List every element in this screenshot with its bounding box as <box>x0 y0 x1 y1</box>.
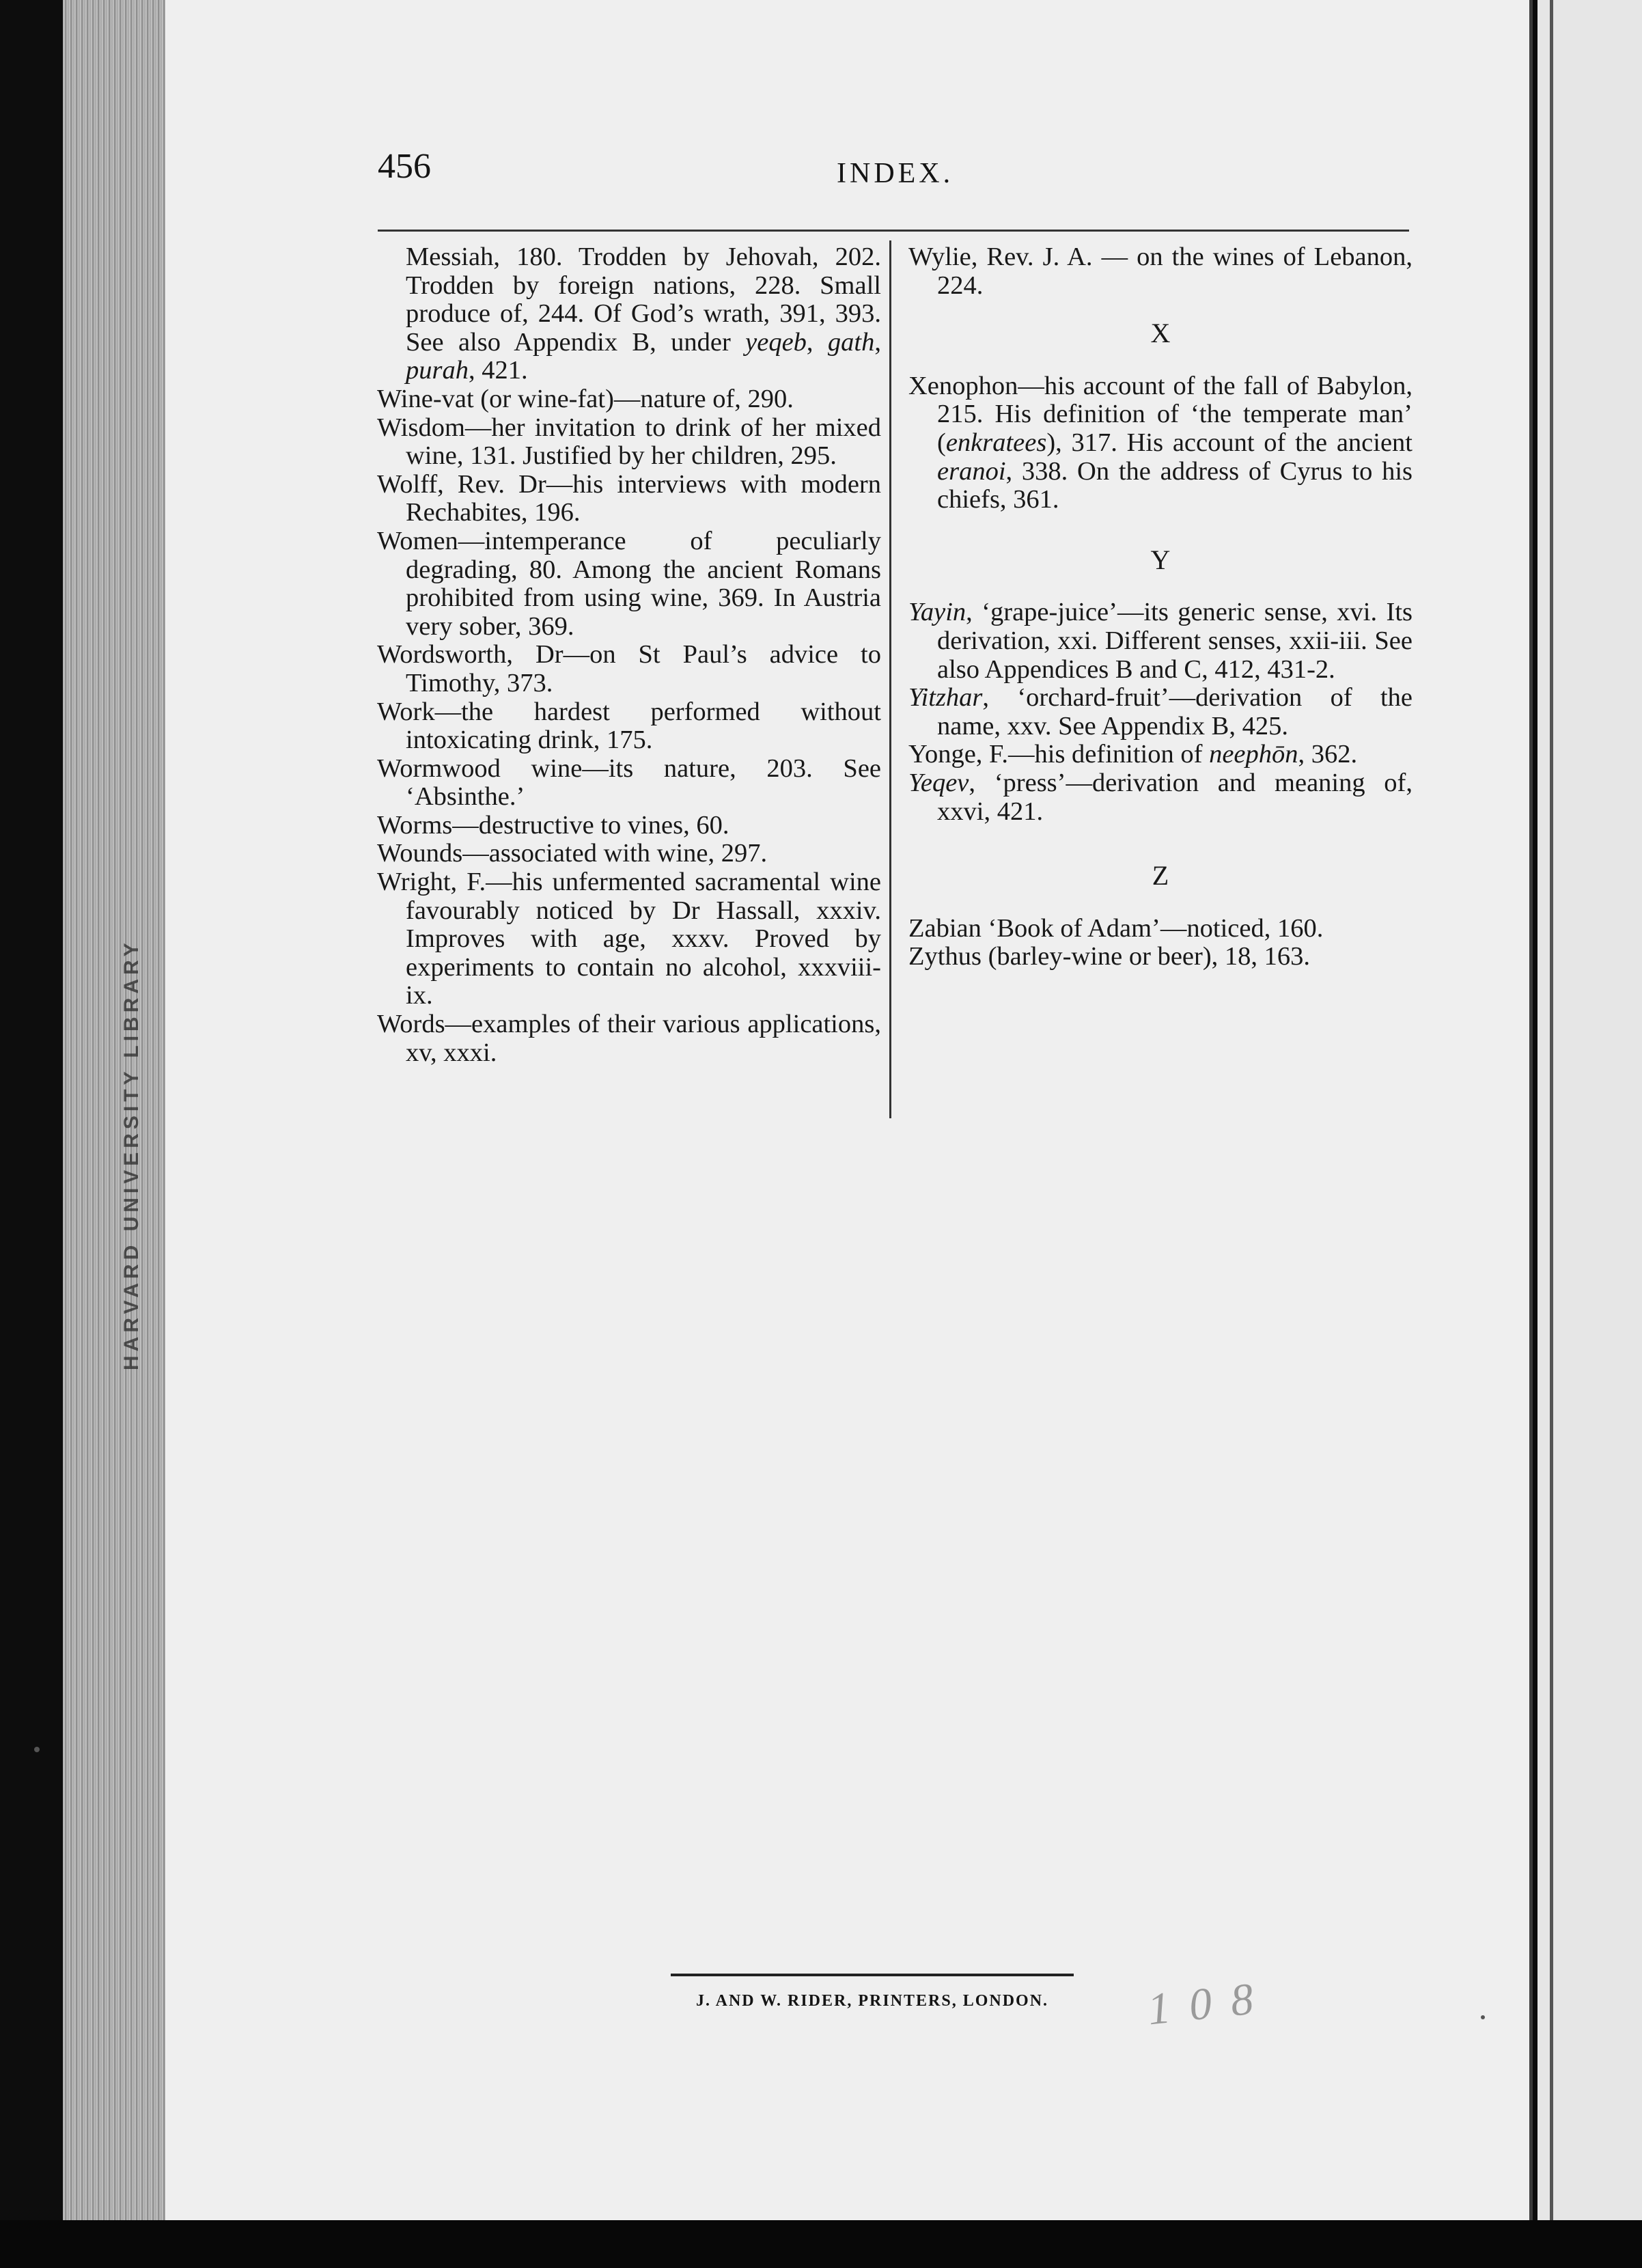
index-entry: Zythus (barley-wine or beer), 18, 163. <box>908 942 1311 971</box>
running-head: INDEX. <box>837 158 954 189</box>
index-entry: Wordsworth, Dr—on St Paul’s advice to Timothy, 373. <box>377 640 881 697</box>
index-entry: Yeqev, ‘press’—derivation and meaning of, xxvi, 421. <box>908 768 1413 826</box>
index-entry: Worms—destructive to vines, 60. <box>377 810 729 840</box>
column-divider <box>889 240 891 1118</box>
x-entries <box>908 372 1413 514</box>
index-entry: Work—the hardest performed without intoxicating drink, 175. <box>377 697 881 755</box>
right-column <box>908 243 1413 1124</box>
z-entries <box>908 915 1413 971</box>
left-entries <box>377 243 881 1067</box>
header-rule <box>378 230 1409 232</box>
left-column <box>377 243 881 1152</box>
index-entry: Wylie, Rev. J. A. — on the wines of Lebanon, 224. <box>908 243 1413 300</box>
scan-shadow <box>0 2220 1642 2268</box>
index-entry: Wisdom—her invitation to drink of her mixed wine, 131. Justified by her children, 295. <box>377 413 881 471</box>
index-entry: Wounds—associated with wine, 297. <box>377 839 768 868</box>
index-entry: Words—examples of their various applications, xv, xxxi. <box>377 1010 881 1067</box>
index-entry: Yayin, ‘grape-juice’—its generic sense, xvi. Its derivation, xxi. Different senses, xxii-iii. See also Appendices B and C, 412, 431-2. <box>908 598 1413 684</box>
library-stamp: HARVARD UNIVERSITY LIBRARY <box>120 939 143 1370</box>
section-heading-y: Y <box>1150 544 1171 575</box>
index-entry: Wine-vat (or wine-fat)—nature of, 290. <box>377 384 794 413</box>
section-heading-z: Z <box>1152 860 1169 891</box>
index-entry: Zabian ‘Book of Adam’—noticed, 160. <box>908 913 1324 943</box>
index-entry: Yitzhar, ‘orchard-fruit’—derivation of the name, xxv. See Appendix B, 425. <box>908 683 1413 741</box>
printer-imprint: J. AND W. RIDER, PRINTERS, LONDON. <box>695 1992 1049 2010</box>
scan-speck <box>34 1747 40 1752</box>
page-number: 456 <box>378 147 431 186</box>
index-entry: Messiah, 180. Trodden by Jehovah, 202. Trodden by foreign nations, 228. Small produce of, 244. Of God’s wrath, 391, 393. See also Appendix B, under yeqeb, gath, purah, 421. <box>406 243 881 385</box>
pencil-annotation: 108 <box>1145 1972 1275 2035</box>
index-entry: Women—intemperance of peculiarly degrading, 80. Among the ancient Romans prohibited from using wine, 369. In Austria very sober, 369. <box>377 526 881 641</box>
index-entry: Yonge, F.—his definition of neephōn, 362. <box>908 740 1358 769</box>
index-entry: Wolff, Rev. Dr—his interviews with modern Rechabites, 196. <box>377 469 881 527</box>
facing-page-edge <box>1537 0 1642 2220</box>
imprint-rule <box>671 1974 1074 1976</box>
index-entry: Wormwood wine—its nature, 203. See ‘Absinthe.’ <box>377 753 881 812</box>
y-entries <box>908 598 1413 826</box>
section-heading-x: X <box>1150 318 1171 349</box>
index-entry: Wright, F.—his unfermented sacramental wine favourably noticed by Dr Hassall, xxxiv. Improves with age, xxxv. Proved by experiments to contain no alcohol, xxxviii-ix. <box>377 868 881 1010</box>
index-entry: Xenophon—his account of the fall of Babylon, 215. His definition of ‘the temperate man’ (enkratees), 317. His account of the ancient eranoi, 338. On the address of Cyrus to his chiefs, 361. <box>908 371 1413 514</box>
w-entries <box>908 243 1413 300</box>
scan-speck <box>1481 2015 1485 2019</box>
